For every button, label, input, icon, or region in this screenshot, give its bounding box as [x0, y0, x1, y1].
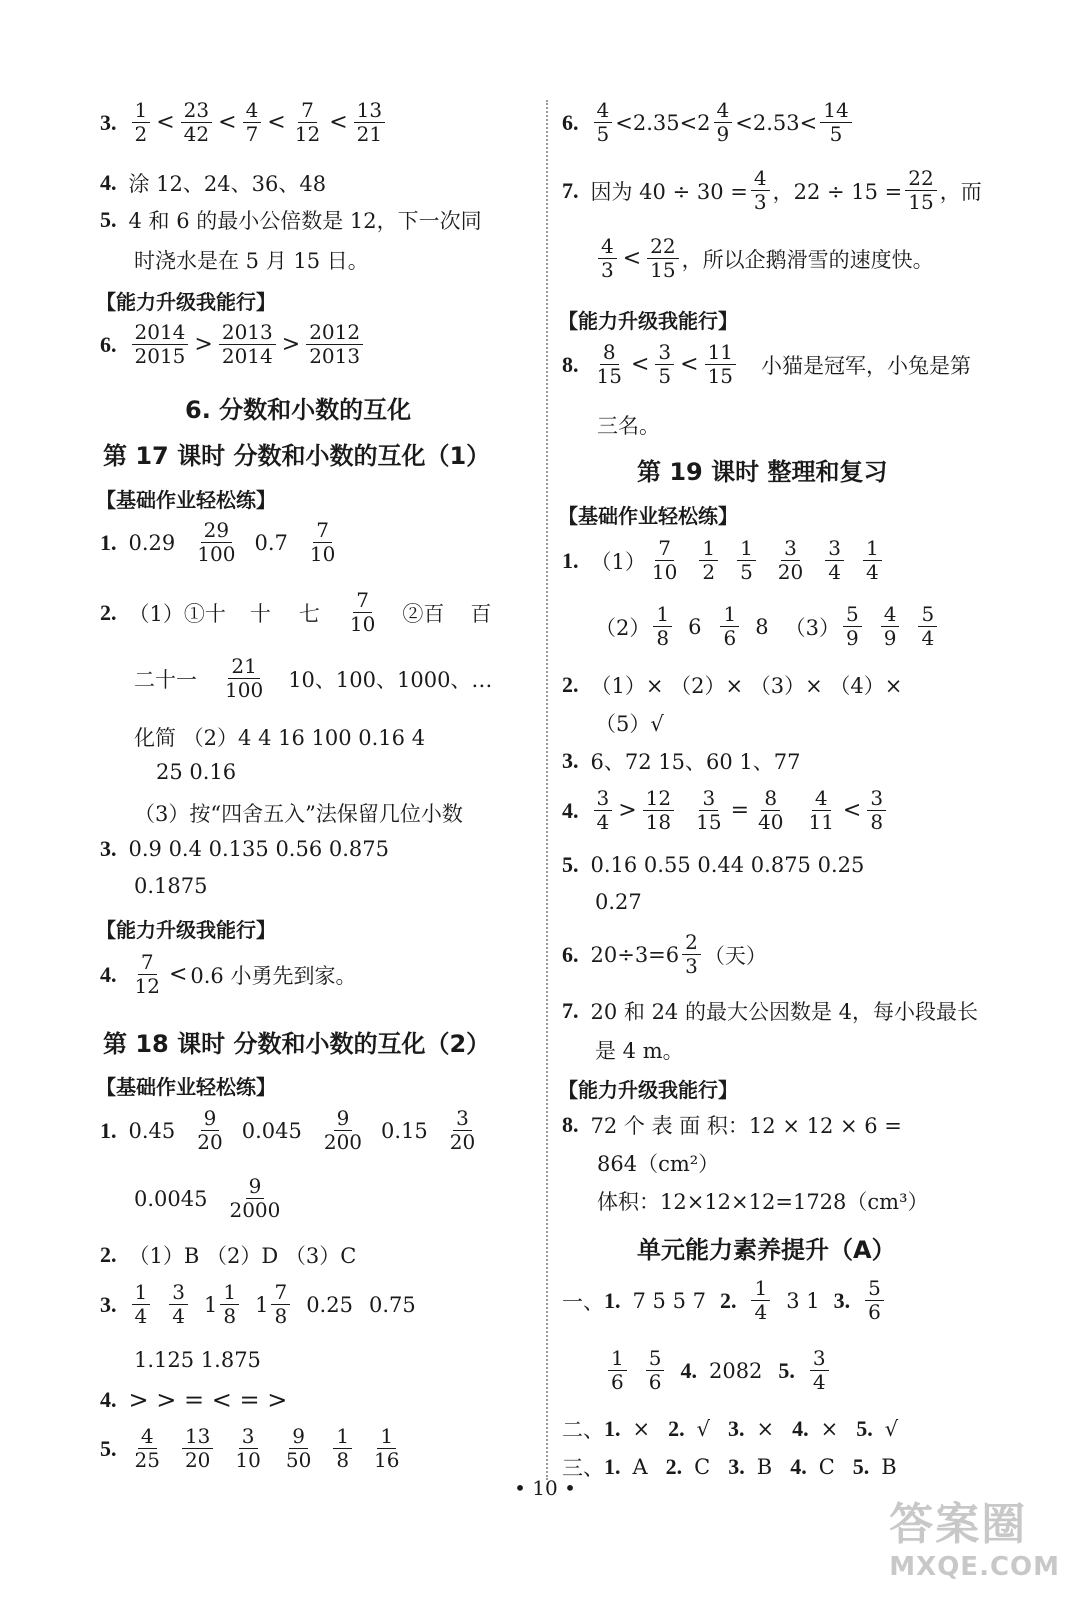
r-q7: 7. 因为 40 ÷ 30 = $\frac{4}{3}$ ，22 ÷ 15 = $\frac{22}{15}$ ，而 — [562, 166, 982, 214]
fraction: 3 4 — [810, 1348, 829, 1393]
fraction: 7 10 — [651, 536, 678, 584]
fraction: 4 11 — [808, 786, 834, 834]
l17-q1: 1. 0.29 29 100 0.7 7 10 — [100, 520, 341, 565]
section-ability: 【能力升级我能行】 — [96, 290, 276, 314]
fraction: 4 25 — [134, 1424, 160, 1472]
l18-q3: 3. 1 4 3 4 1 1 8 1 7 8 0.25 0.75 — [100, 1280, 416, 1328]
lesson-17-title: 第 17 课时 分数和小数的互化（1） — [103, 442, 491, 470]
l-q4: 4. 涂 12、24、36、48 — [100, 170, 327, 196]
fraction: 1 6 — [608, 1348, 627, 1393]
r19-q8: 8. 72 个 表 面 积：12 × 12 × 6 = — [562, 1112, 902, 1138]
r19-q1: 1. （1） 7 10 1 2 1 5 3 20 3 4 1 4 — [562, 538, 885, 583]
l18-q2: 2. （1）B （2）D （3）C — [100, 1242, 357, 1268]
r19-q7: 7. 20 和 24 的最大公因数是 4，每小段最长 — [562, 998, 979, 1024]
fraction: 3 10 — [235, 1424, 261, 1472]
fraction: 23 42 — [181, 100, 212, 145]
fraction: 9 20 — [197, 1106, 223, 1154]
lesson-19-title: 第 19 课时 整理和复习 — [637, 458, 888, 486]
fraction: 1 5 — [737, 538, 756, 583]
fraction: 4 3 — [598, 236, 617, 281]
l-q3: 3. 1 2 < 23 42 < 4 7 < 7 12 < 13 21 — [100, 100, 388, 145]
r19-q5-line2: 0.27 — [595, 890, 642, 914]
l17-q3-line2: 0.1875 — [134, 874, 208, 898]
fraction: 22 15 — [647, 236, 678, 281]
section-basic: 【基础作业轻松练】 — [96, 488, 276, 512]
fraction: 4 5 — [594, 100, 613, 145]
l18-q4: 4. > > = < = > — [100, 1386, 288, 1414]
r19-q7-line2: 是 4 m。 — [595, 1039, 684, 1063]
unit-part1: 一、 1. 7 5 5 7 2. 1 4 3 1 3. 5 6 — [562, 1278, 887, 1323]
fraction: 14 5 — [820, 100, 851, 145]
fraction: 3 4 — [594, 788, 613, 833]
fraction: 7 10 — [349, 588, 376, 636]
unit-test-title: 单元能力素养提升（A） — [637, 1236, 896, 1264]
fraction: $\frac{4}{3}$ — [751, 168, 770, 213]
page-number: • 10 • — [514, 1476, 576, 1500]
fraction: 1 4 — [863, 538, 882, 583]
lesson-18-title: 第 18 课时 分数和小数的互化（2） — [103, 1030, 491, 1058]
fraction: 5 9 — [843, 604, 862, 649]
r-q8: 8. 8 15 < 3 5 < 11 15 小猫是冠军，小兔是第 — [562, 340, 972, 388]
l17-q4: 4. 7 12 < 0.6 小勇先到家。 — [100, 950, 357, 998]
column-divider — [546, 100, 548, 1480]
fraction: 9 200 — [323, 1106, 363, 1154]
fraction: 1 16 — [374, 1424, 400, 1472]
fraction: 7 10 — [309, 518, 336, 566]
fraction: 3 4 — [825, 538, 844, 583]
unit-title: 6. 分数和小数的互化 — [185, 396, 412, 424]
fraction: 3 20 — [449, 1106, 476, 1154]
fraction: 4 7 — [243, 100, 262, 145]
fraction: 3 5 — [655, 342, 674, 387]
fraction: $\frac{3}{15}$ — [696, 786, 722, 834]
fraction: 8 15 — [596, 340, 622, 388]
l17-q2-line5: （3）按“四舍五入”法保留几位小数 — [134, 802, 463, 826]
watermark-url: MXQE.COM — [889, 1552, 1060, 1582]
l17-q2-line3: 化简 （2）4 4 16 100 0.16 4 — [134, 726, 426, 750]
fraction: 1 4 — [751, 1278, 770, 1323]
r-q8-line2: 三名。 — [597, 414, 660, 438]
r19-q6: 6. 20÷3=6 2 3 （天） — [562, 930, 767, 978]
r-q6: 6. 4 5 <2.35<2 4 9 <2.53< 14 5 — [562, 100, 855, 145]
fraction: 7 12 — [294, 98, 321, 146]
fraction: 5 6 — [646, 1348, 665, 1393]
fraction: 1 2 — [699, 538, 718, 583]
r19-q4: 4. 3 4 > 12 18 $\frac{3}{15}$ = $\frac{8}{40}$ 4 11 < 3 8 — [562, 788, 889, 833]
fraction: 1 8 — [333, 1426, 352, 1471]
r19-q8-line3: 体积：12×12×12=1728（cm³） — [597, 1190, 929, 1214]
section-basic: 【基础作业轻松练】 — [96, 1075, 276, 1099]
fraction: 13 21 — [354, 100, 385, 145]
fraction: 21 100 — [225, 654, 264, 702]
fraction: $\frac{8}{40}$ — [758, 786, 784, 834]
fraction: 2014 2015 — [132, 322, 189, 367]
r19-q1-line2: （2） 1 8 6 1 6 8 （3） 5 9 4 9 5 4 — [595, 604, 940, 649]
fraction: 2012 2013 — [306, 322, 363, 367]
fraction: 4 9 — [714, 100, 733, 145]
r-q7-line2: 4 3 < 22 15 ，所以企鹅滑雪的速度快。 — [595, 236, 934, 281]
watermark-logo: 答案圈 — [889, 1499, 1028, 1550]
section-ability: 【能力升级我能行】 — [96, 918, 276, 942]
unit-part1-line2: 1 6 5 6 4. 2082 5. 3 4 — [605, 1348, 832, 1393]
watermark — [889, 1488, 1060, 1582]
fraction: 1 2 — [132, 100, 151, 145]
fraction: 3 8 — [867, 788, 886, 833]
unit-part2: 二、 1. × 2. √ 3. × 4. × 5. √ — [562, 1416, 899, 1442]
fraction: 1 4 — [132, 1282, 151, 1327]
fraction: 9 2000 — [229, 1174, 281, 1222]
l17-q3: 3. 0.9 0.4 0.135 0.56 0.875 — [100, 836, 389, 861]
fraction: 1 8 — [653, 604, 672, 649]
l18-q1: 1. 0.45 9 20 0.045 9 200 0.15 3 20 — [100, 1108, 481, 1153]
r19-q8-line2: 864（cm²） — [597, 1152, 720, 1176]
fraction: 29 100 — [197, 518, 236, 566]
l-q5: 5. 4 和 6 的最小公倍数是 12，下一次同 — [100, 207, 482, 233]
fraction: 2 3 — [682, 932, 701, 977]
fraction: 7 12 — [134, 950, 160, 998]
fraction: 9 50 — [285, 1424, 312, 1472]
r19-q3: 3. 6、72 15、60 1、77 — [562, 748, 801, 774]
fraction: 3 4 — [169, 1282, 188, 1327]
section-basic: 【基础作业轻松练】 — [558, 504, 738, 528]
l-q6: 6. 2014 2015 > 2013 2014 > 2012 2013 — [100, 322, 366, 367]
fraction: 5 6 — [865, 1278, 884, 1323]
fraction: 1 8 — [220, 1282, 239, 1327]
fraction: 12 18 — [643, 788, 674, 833]
r19-q2: 2. （1）× （2）× （3）× （4）× — [562, 672, 903, 698]
l18-q1-line2: 0.0045 9 2000 — [134, 1176, 286, 1221]
section-ability: 【能力升级我能行】 — [558, 309, 738, 333]
fraction: 4 9 — [881, 604, 900, 649]
fraction: 1 6 — [720, 604, 739, 649]
fraction: 7 8 — [271, 1282, 290, 1327]
fraction: 13 20 — [182, 1426, 213, 1471]
section-ability: 【能力升级我能行】 — [558, 1078, 738, 1102]
unit-part3: 三、 1. A 2. C 3. B 4. C 5. B — [562, 1454, 897, 1480]
r19-q2-line2: （5）√ — [595, 712, 664, 736]
l18-q5: 5. 4 25 13 20 3 10 9 50 1 8 1 16 — [100, 1426, 406, 1471]
l17-q2-line4: 25 0.16 — [156, 760, 237, 784]
r19-q5: 5. 0.16 0.55 0.44 0.875 0.25 — [562, 852, 865, 877]
l18-q3-line2: 1.125 1.875 — [134, 1348, 261, 1372]
fraction: $\frac{22}{15}$ — [905, 168, 936, 213]
fraction: 5 4 — [918, 604, 937, 649]
fraction: 3 20 — [777, 536, 804, 584]
l-q5-cont: 时浇水是在 5 月 15 日。 — [134, 249, 369, 273]
l17-q2: 2. （1）①十 十 七 7 10 ②百 百 — [100, 588, 492, 636]
l17-q2-line2: 二十一 21 100 10、100、1000、… — [134, 654, 493, 702]
fraction: 11 15 — [705, 342, 736, 387]
fraction: 2013 2014 — [219, 322, 276, 367]
